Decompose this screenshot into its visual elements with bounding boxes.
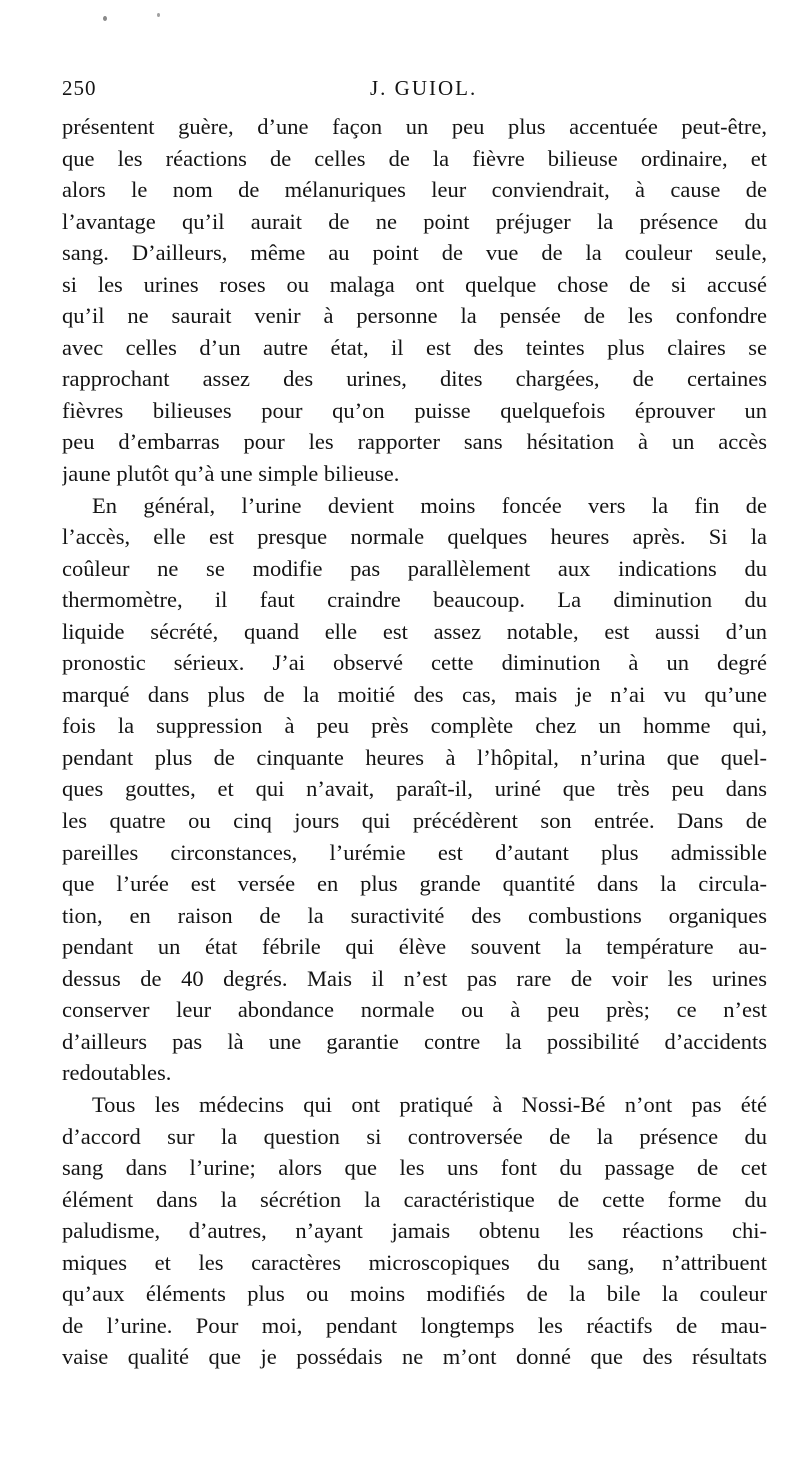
text-line: thermomètre, il faut craindre beaucoup. La diminution du [62, 587, 767, 613]
text-line: que l’urée est versée en plus grande quantité dans la circula- [62, 871, 767, 897]
ink-speck [103, 16, 107, 21]
text-line: vaise qualité que je possédais ne m’ont donné que des résultats [62, 1344, 767, 1370]
text-line: redoutables. [62, 1060, 172, 1086]
text-line: pareilles circonstances, l’urémie est d’autant plus admissible [62, 839, 767, 865]
text-line: d’accord sur la question si controversée de la présence du [62, 1123, 767, 1149]
text-line: rapprochant assez des urines, dites chargées, de certaines [62, 366, 767, 392]
text-line: sang dans l’urine; alors que les uns font du passage de cet [62, 1155, 767, 1181]
running-head [62, 76, 762, 106]
text-line: En général, l’urine devient moins foncée vers la fin de [92, 492, 767, 518]
text-line: miques et les caractères microscopiques du sang, n’attribuent [62, 1249, 767, 1275]
text-line: liquide sécrété, quand elle est assez notable, est aussi d’un [62, 618, 767, 644]
text-line: ques gouttes, et qui n’avait, paraît-il, uriné que très peu dans [62, 776, 767, 802]
page-number: 250 [62, 76, 97, 100]
text-line: sang. D’ailleurs, même au point de vue de la couleur seule, [62, 240, 767, 266]
text-line: les quatre ou cinq jours qui précédèrent son entrée. Dans de [62, 808, 767, 834]
running-title: J. GUIOL. [370, 76, 478, 100]
ink-speck [157, 13, 160, 17]
text-line: coûleur ne se modifie pas parallèlement aux indications du [62, 555, 767, 581]
text-line: qu’aux éléments plus ou moins modifiés de la bile la couleur [62, 1281, 767, 1307]
text-line: pendant plus de cinquante heures à l’hôpital, n’urina que quel- [62, 744, 767, 770]
text-line: élément dans la sécrétion la caractéristique de cette forme du [62, 1186, 767, 1212]
text-line: fois la suppression à peu près complète chez un homme qui, [62, 713, 767, 739]
text-line: tion, en raison de la suractivité des combustions organiques [62, 902, 767, 928]
text-line: pronostic sérieux. J’ai observé cette diminution à un degré [62, 650, 767, 676]
text-line: marqué dans plus de la moitié des cas, mais je n’ai vu qu’une [62, 681, 767, 707]
text-line: présentent guère, d’une façon un peu plus accentuée peut-être, [62, 114, 767, 139]
text-line: jaune plutôt qu’à une simple bilieuse. [62, 461, 400, 487]
text-line: dessus de 40 degrés. Mais il n’est pas rare de voir les urines [62, 965, 767, 991]
text-line: paludisme, d’autres, n’ayant jamais obtenu les réactions chi- [62, 1218, 767, 1244]
text-line: l’accès, elle est presque normale quelques heures après. Si la [62, 524, 767, 550]
text-line: l’avantage qu’il aurait de ne point préjuger la présence du [62, 208, 767, 234]
text-line: peu d’embarras pour les rapporter sans hésitation à un accès [62, 429, 767, 455]
text-line: que les réactions de celles de la fièvre bilieuse ordinaire, et [62, 145, 767, 171]
text-line: alors le nom de mélanuriques leur conviendrait, à cause de [62, 177, 767, 203]
text-line: avec celles d’un autre état, il est des teintes plus claires se [62, 334, 767, 360]
text-line: Tous les médecins qui ont pratiqué à Nossi-Bé n’ont pas été [92, 1091, 767, 1117]
text-line: fièvres bilieuses pour qu’on puisse quelquefois éprouver un [62, 397, 767, 423]
text-line: pendant un état fébrile qui élève souvent la température au- [62, 934, 767, 960]
text-line: si les urines roses ou malaga ont quelque chose de si accusé [62, 271, 767, 297]
text-line: d’ailleurs pas là une garantie contre la possibilité d’accidents [62, 1028, 767, 1054]
body-text [62, 111, 767, 1373]
text-line: qu’il ne saurait venir à personne la pensée de les confondre [62, 303, 767, 329]
text-line: de l’urine. Pour moi, pendant longtemps les réactifs de mau- [62, 1312, 767, 1338]
text-line: conserver leur abondance normale ou à peu près; ce n’est [62, 997, 767, 1023]
